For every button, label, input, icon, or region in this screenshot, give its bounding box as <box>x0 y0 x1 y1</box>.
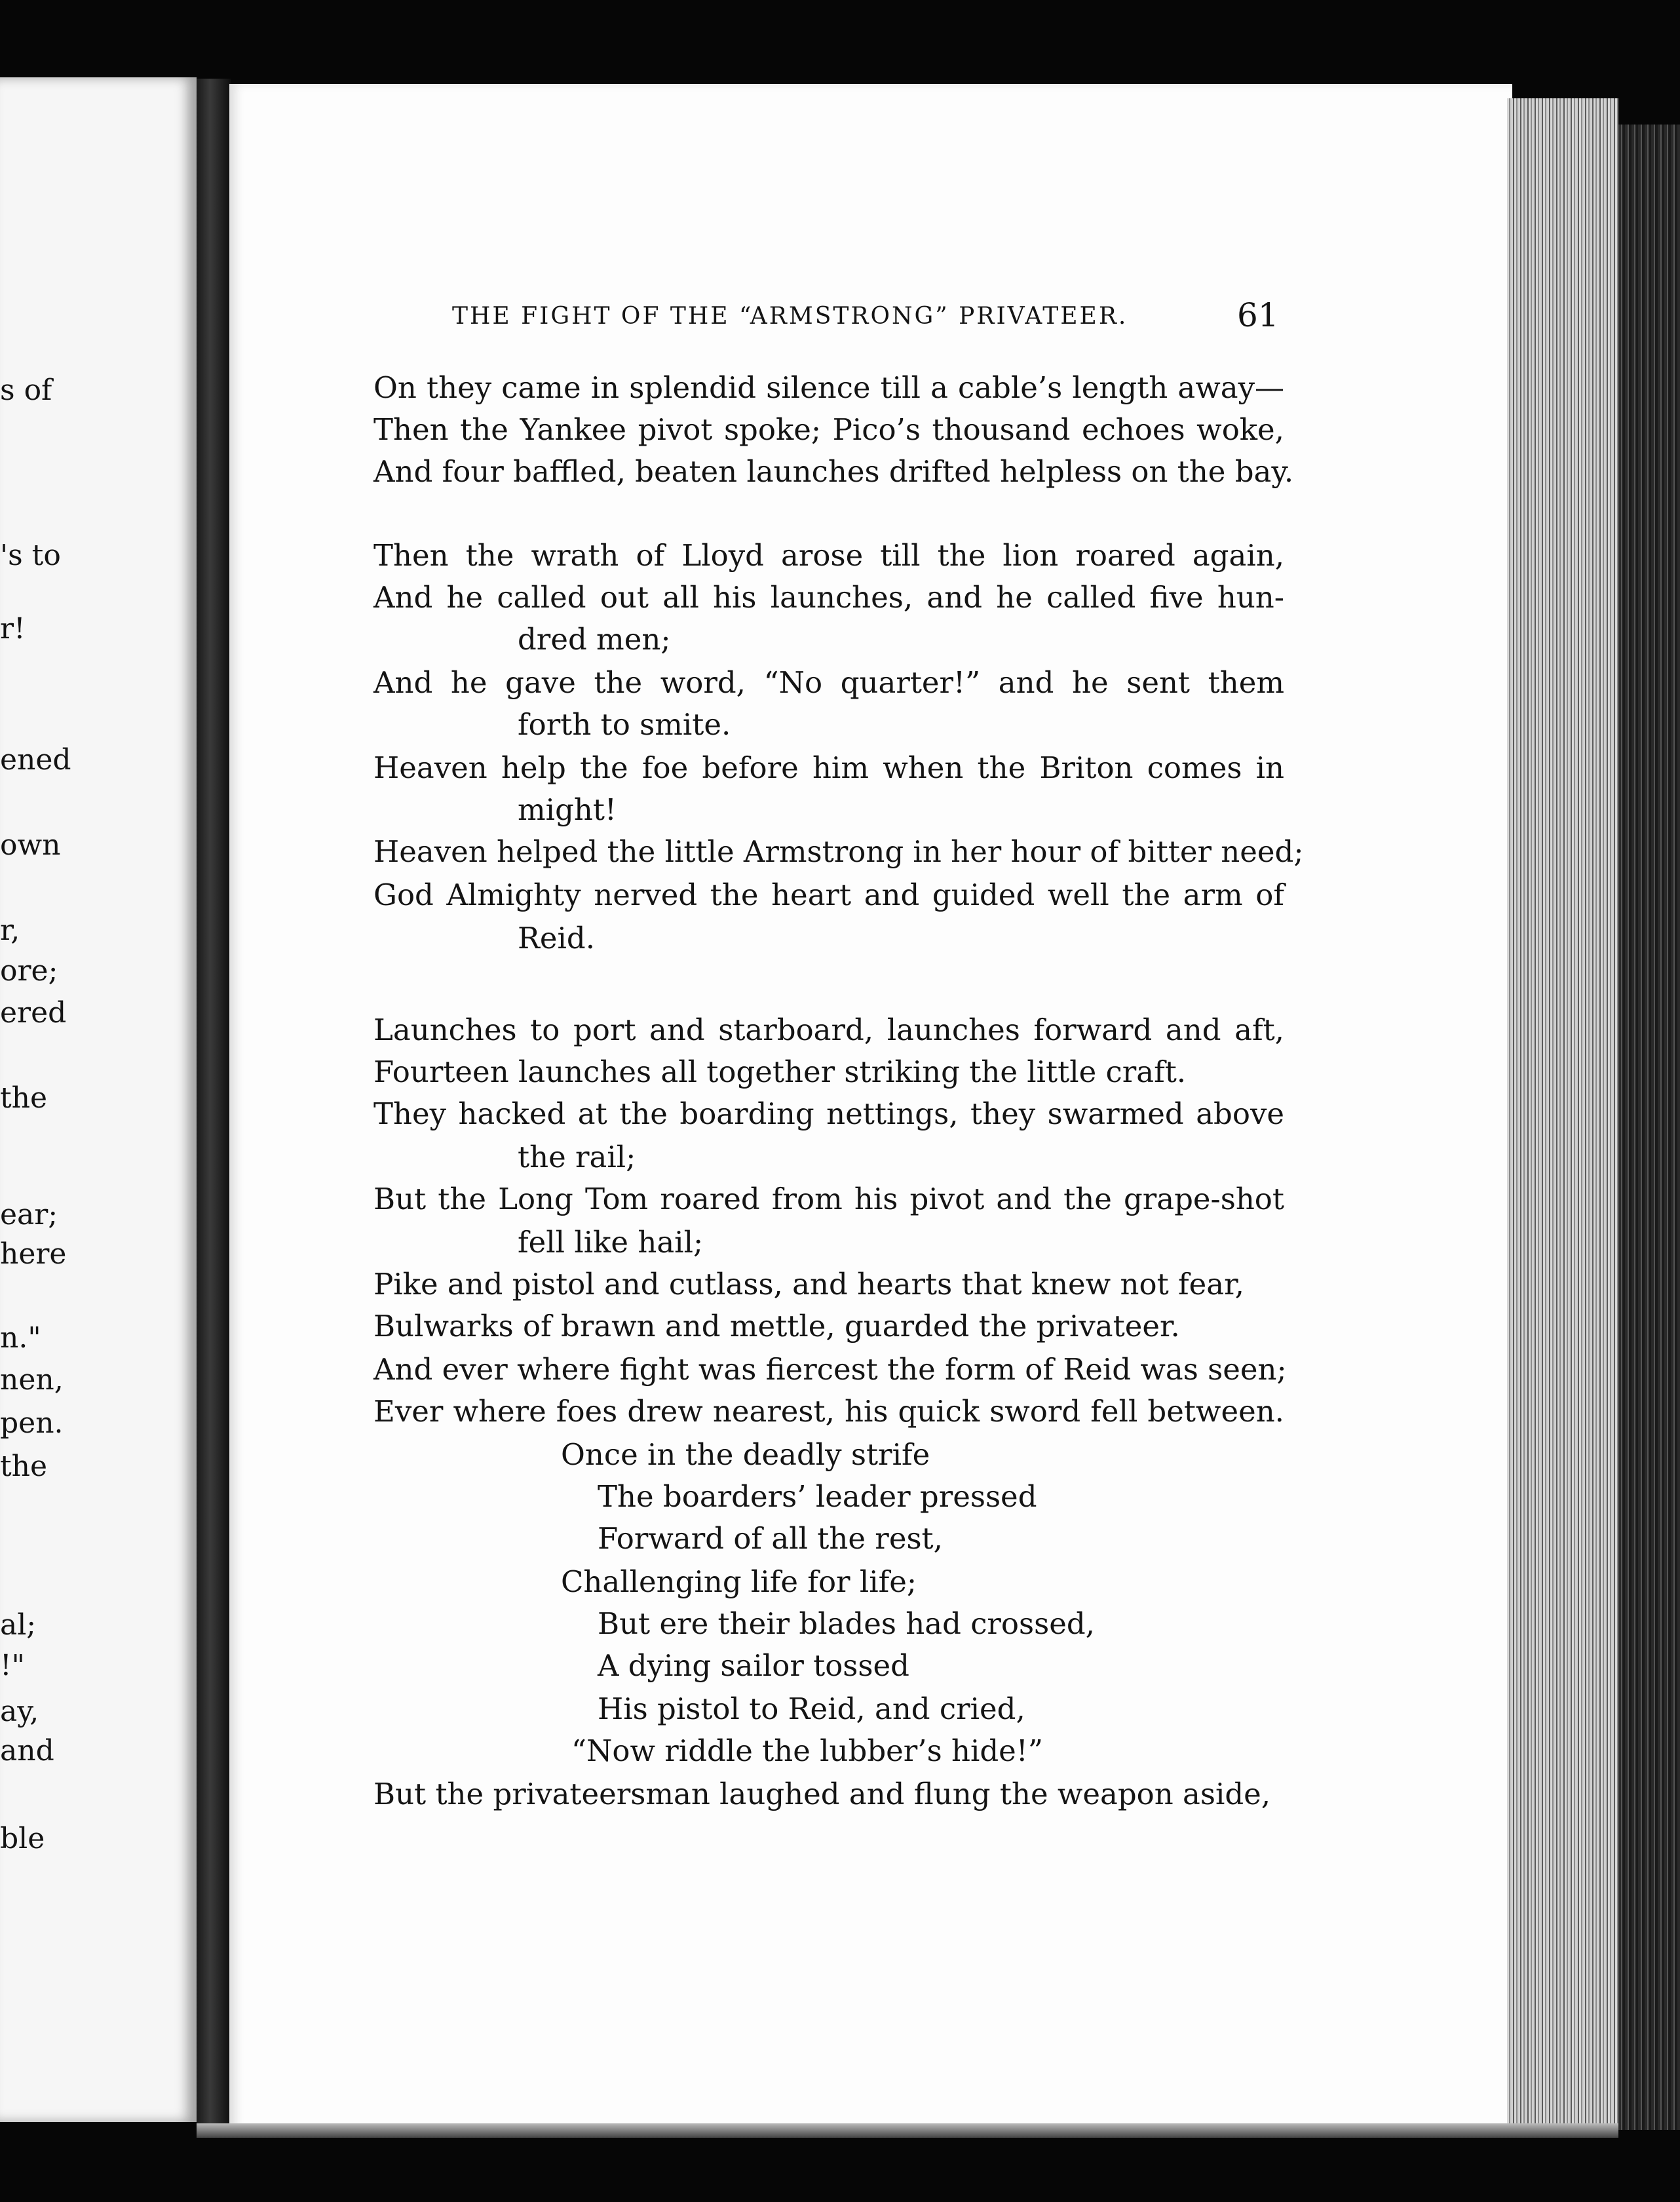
left-page <box>0 77 197 2122</box>
poem-line: Pike and pistol and cutlass, and hearts that knew not fear, <box>373 1267 1244 1302</box>
left-page-fragment: 's to <box>0 539 61 572</box>
left-page-fragment: r! <box>0 612 26 646</box>
left-page-fragment: al; <box>0 1608 37 1642</box>
left-page-fragment: ened <box>0 743 71 777</box>
page-edges <box>1507 98 1618 2136</box>
left-page-fragment: pen. <box>0 1406 64 1440</box>
poem-line: But the privateersman laughed and flung the weapon aside, <box>373 1777 1271 1811</box>
left-page-fragment: ered <box>0 996 67 1030</box>
poem-line: Launches to port and starboard, launches forward and aft, <box>373 1013 1284 1047</box>
left-page-fragment: and <box>0 1734 54 1767</box>
page-bottom-edge <box>197 2123 1618 2138</box>
left-page-fragment: !" <box>0 1649 25 1682</box>
poem-line: Then the wrath of Lloyd arose till the lion roared again, <box>373 538 1284 573</box>
left-page-fragment: ay, <box>0 1695 39 1728</box>
left-page-fragment: ble <box>0 1822 45 1855</box>
left-page-fragment: s of <box>0 374 52 407</box>
left-page-fragment: r, <box>0 914 20 947</box>
left-page-fragment: n." <box>0 1321 41 1355</box>
poem-line-continuation: forth to smite. <box>518 707 731 742</box>
left-page-fragment: the <box>0 1450 48 1483</box>
poem-line: Then the Yankee pivot spoke; Pico’s thousand echoes woke, <box>373 412 1284 447</box>
left-page-fragment: here <box>0 1237 67 1271</box>
left-page-fragment: nen, <box>0 1363 64 1397</box>
poem-line-continuation: Reid. <box>518 921 596 956</box>
poem-line-continuation: might! <box>518 792 617 827</box>
book-cover-edge <box>1618 125 1680 2130</box>
poem-line-indented: The boarders’ leader pressed <box>598 1479 1037 1514</box>
poem-line: And he gave the word, “No quarter!” and he sent them <box>373 665 1284 700</box>
poem-line: God Almighty nerved the heart and guided well the arm of <box>373 878 1284 912</box>
poem-line: Fourteen launches all together striking the little craft. <box>373 1054 1187 1089</box>
running-head: THE FIGHT OF THE “ARMSTRONG” PRIVATEER. <box>452 303 1128 330</box>
poem-line: And four baffled, beaten launches drifted helpless on the bay. <box>373 454 1294 489</box>
poem-line-continuation: the rail; <box>518 1140 636 1174</box>
poem-line-indented: Once in the deadly strife <box>561 1437 930 1472</box>
poem-line: And he called out all his launches, and he called five hun- <box>373 580 1284 615</box>
poem-line: And ever where fight was fiercest the form of Reid was seen; <box>373 1352 1287 1387</box>
poem-line-indented: Challenging life for life; <box>561 1564 917 1599</box>
poem-line: Ever where foes drew nearest, his quick sword fell between. <box>373 1394 1284 1429</box>
poem-line: Bulwarks of brawn and mettle, guarded the privateer. <box>373 1309 1180 1343</box>
left-page-fragment: the <box>0 1081 48 1115</box>
poem-line: Heaven helped the little Armstrong in her hour of bitter need; <box>373 834 1304 869</box>
poem-line-indented: A dying sailor tossed <box>598 1648 909 1683</box>
left-page-fragment: ear; <box>0 1198 58 1231</box>
left-page-fragment: ore; <box>0 954 58 988</box>
poem-line: They hacked at the boarding nettings, they swarmed above <box>373 1096 1284 1131</box>
poem-line: Heaven help the foe before him when the Briton comes in <box>373 750 1284 785</box>
poem-line-indented: But ere their blades had crossed, <box>598 1606 1095 1641</box>
book-gutter <box>197 79 231 2123</box>
poem-line-indented: His pistol to Reid, and cried, <box>598 1691 1025 1726</box>
page-number: 61 <box>1237 296 1279 334</box>
poem-line-continuation: fell like hail; <box>518 1225 704 1260</box>
poem-line-continuation: dred men; <box>518 622 671 657</box>
left-page-fragment: own <box>0 828 61 862</box>
poem-line: On they came in splendid silence till a cable’s length away— <box>373 370 1284 405</box>
poem-line-indented: Forward of all the rest, <box>598 1521 943 1556</box>
poem-line-indented: “Now riddle the lubber’s hide!” <box>571 1733 1043 1768</box>
poem-line: But the Long Tom roared from his pivot and the grape-shot <box>373 1182 1284 1216</box>
